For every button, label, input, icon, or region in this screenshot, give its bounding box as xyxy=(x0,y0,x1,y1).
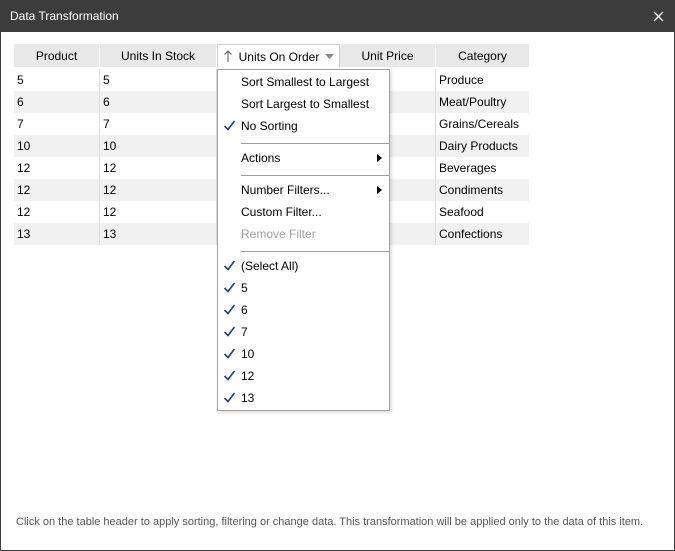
number-filters-item[interactable] xyxy=(218,179,389,201)
menu-divider xyxy=(241,251,389,252)
sort-ascending-item[interactable] xyxy=(218,71,389,93)
menu-item-label: Sort Largest to Smallest xyxy=(241,97,370,111)
menu-item-label: 6 xyxy=(241,303,248,317)
table-cell: Produce xyxy=(439,73,484,87)
column-header-product[interactable] xyxy=(14,44,100,67)
table-cell: 13 xyxy=(14,223,100,245)
table-cell: 6 xyxy=(14,91,100,113)
table-cell: 7 xyxy=(14,113,100,135)
menu-item-label: 5 xyxy=(241,281,248,295)
column-header-units-in-stock[interactable] xyxy=(100,44,217,67)
menu-item-label: No Sorting xyxy=(241,119,298,133)
remove-filter-item xyxy=(218,223,389,245)
table-cell: 6 xyxy=(100,91,217,113)
menu-item-label: 13 xyxy=(241,391,255,405)
menu-item-label: Sort Smallest to Largest xyxy=(241,75,370,89)
no-sorting-item[interactable] xyxy=(218,115,389,137)
footer-hint: Click on the table header to apply sorting, filtering or change data. This transformation will be applied only to the data of this item. xyxy=(16,516,644,528)
menu-item-label: 10 xyxy=(241,347,255,361)
menu-divider xyxy=(241,175,389,176)
table-cell: 10 xyxy=(100,135,217,157)
column-header-units-on-order[interactable] xyxy=(217,44,340,68)
filter-value-item[interactable] xyxy=(218,321,389,343)
filter-value-item[interactable] xyxy=(218,277,389,299)
table-cell: 13 xyxy=(100,223,217,245)
table-cell: 12 xyxy=(14,201,100,223)
filter-value-item[interactable] xyxy=(218,343,389,365)
close-button[interactable] xyxy=(642,1,674,32)
column-header-label: Category xyxy=(458,48,507,63)
table-cell: 12 xyxy=(14,157,100,179)
submenu-arrow-icon xyxy=(377,186,382,194)
check-icon xyxy=(223,347,236,360)
menu-item-label: Number Filters... xyxy=(241,183,330,197)
table-cell: 12 xyxy=(100,201,217,223)
custom-filter-item[interactable] xyxy=(218,201,389,223)
menu-item-label: Actions xyxy=(241,151,281,165)
dropdown-arrow-icon[interactable] xyxy=(325,54,334,60)
table-cell: 12 xyxy=(100,179,217,201)
table-cell: Seafood xyxy=(439,205,484,219)
table-cell: Grains/Cereals xyxy=(439,117,520,131)
column-filter-menu xyxy=(217,69,390,411)
table-cell: 12 xyxy=(100,157,217,179)
column-header-unit-price[interactable] xyxy=(340,44,436,67)
title-bar xyxy=(1,1,674,32)
table-cell: Confections xyxy=(439,227,503,241)
check-icon xyxy=(223,281,236,294)
table-cell: 10 xyxy=(14,135,100,157)
check-icon xyxy=(223,325,236,338)
select-all-item[interactable] xyxy=(218,255,389,277)
column-header-label: Unit Price xyxy=(361,48,414,63)
submenu-arrow-icon xyxy=(377,154,382,162)
menu-item-label: 12 xyxy=(241,369,255,383)
check-icon xyxy=(223,369,236,382)
check-icon xyxy=(223,391,236,404)
sort-up-arrow-icon xyxy=(223,50,233,63)
table-cell: Beverages xyxy=(439,161,497,175)
column-header-label: Units In Stock xyxy=(120,48,196,63)
menu-divider xyxy=(241,143,389,144)
column-header-label: Product xyxy=(35,48,78,63)
check-icon xyxy=(223,303,236,316)
menu-item-label: Remove Filter xyxy=(241,227,316,241)
window-title: Data Transformation xyxy=(10,9,119,23)
close-icon xyxy=(653,11,664,22)
actions-item[interactable] xyxy=(218,147,389,169)
filter-value-item[interactable] xyxy=(218,387,389,409)
sort-descending-item[interactable] xyxy=(218,93,389,115)
check-icon xyxy=(223,119,236,132)
table-cell: Dairy Products xyxy=(439,139,518,153)
filter-value-item[interactable] xyxy=(218,299,389,321)
menu-item-label: Custom Filter... xyxy=(241,205,322,219)
table-cell: 5 xyxy=(100,69,217,91)
column-header-label: Units On Order xyxy=(238,49,320,64)
table-cell: 12 xyxy=(14,179,100,201)
filter-value-item[interactable] xyxy=(218,365,389,387)
table-cell: Meat/Poultry xyxy=(439,95,507,109)
table-cell: 7 xyxy=(100,113,217,135)
column-header-category[interactable] xyxy=(436,44,529,67)
check-icon xyxy=(223,259,236,272)
table-cell: 5 xyxy=(14,69,100,91)
menu-item-label: 7 xyxy=(241,325,248,339)
table-cell: Condiments xyxy=(439,183,504,197)
menu-item-label: (Select All) xyxy=(241,259,299,273)
